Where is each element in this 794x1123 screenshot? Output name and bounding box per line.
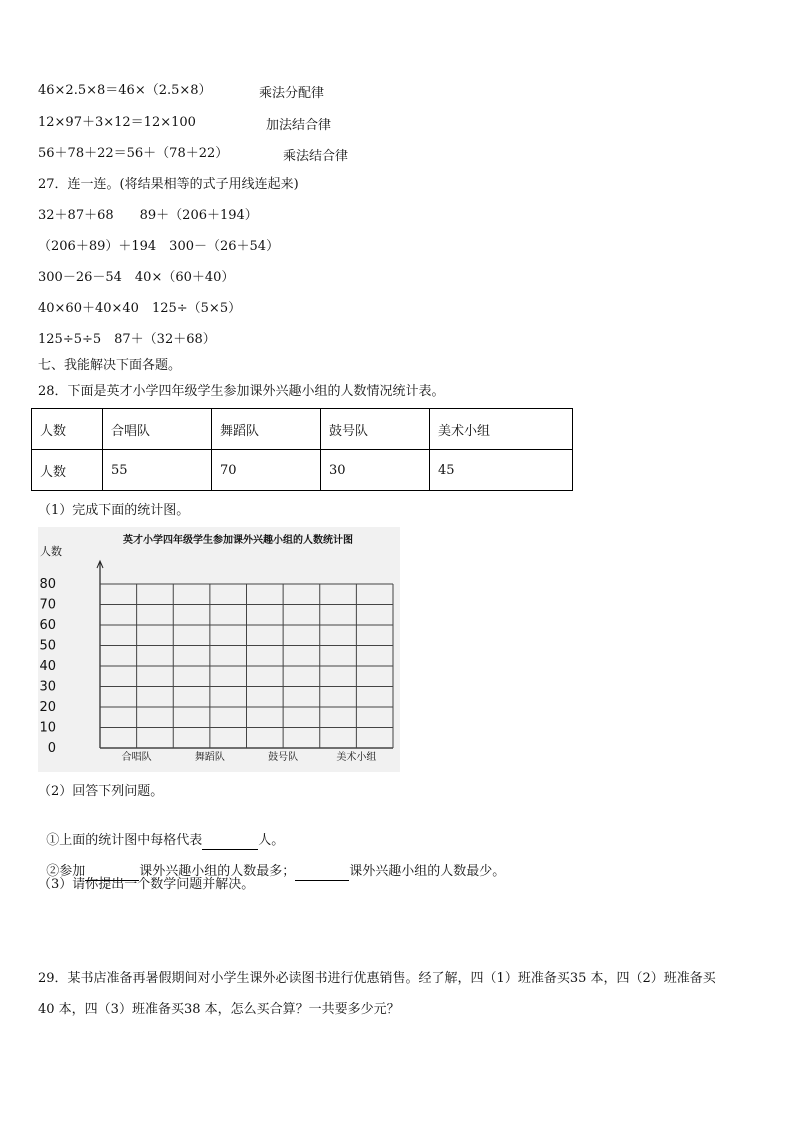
answer-blank[interactable]	[295, 866, 349, 881]
table-cell: 舞蹈队	[212, 409, 321, 450]
q27-title: 27．连一连。(将结果相等的式子用线连起来)	[38, 177, 299, 192]
y-tick-label: 50	[39, 638, 56, 654]
chart-svg	[38, 527, 400, 772]
law-expr-1: 46×2.5×8＝46×（2.5×8）	[38, 83, 212, 98]
x-category-label: 鼓号队	[268, 752, 299, 763]
q29-line-2: 40 本，四（3）班准备买38 本，怎么买合算？一共要多少元？	[38, 1002, 400, 1017]
law-name-1: 乘法分配律	[259, 86, 325, 101]
q27-row-1: 32＋87＋68 89＋（206＋194）	[38, 208, 258, 223]
question-a-unit: 人。	[258, 833, 285, 848]
q27-row-2: （206＋89）＋194 300－（26＋54）	[38, 239, 280, 254]
table-cell: 美术小组	[430, 409, 573, 450]
q28-title: 28．下面是英才小学四年级学生参加课外兴趣小组的人数情况统计表。	[38, 384, 445, 399]
y-tick-label: 20	[39, 700, 56, 715]
y-tick-label: 80	[39, 577, 56, 592]
y-tick-label: 10	[39, 720, 56, 736]
q27-row-5: 125÷5÷5 87＋（32＋68）	[38, 332, 216, 347]
part3-label: （3）请你提出一个数学问题并解决。	[38, 877, 255, 892]
y-tick-label: 0	[47, 741, 56, 756]
y-axis-label: 人数	[40, 545, 62, 558]
x-category-label: 舞蹈队	[194, 752, 225, 763]
part2-label: （2）回答下列问题。	[38, 784, 164, 799]
x-category-label: 合唱队	[121, 752, 152, 763]
law-name-3: 乘法结合律	[283, 149, 349, 164]
table-cell: 30	[321, 450, 430, 491]
law-expr-2: 12×97＋3×12＝12×100	[38, 115, 196, 130]
law-expr-3: 56＋78＋22＝56＋（78＋22）	[38, 146, 229, 161]
y-tick-label: 40	[39, 659, 56, 674]
table-row	[32, 450, 573, 491]
chart-title: 英才小学四年级学生参加课外兴趣小组的人数统计图	[123, 535, 353, 546]
x-category-label: 美术小组	[336, 752, 377, 763]
table-cell: 合唱队	[103, 409, 212, 450]
y-tick-label: 30	[39, 679, 56, 695]
table-header-row	[32, 409, 573, 450]
table-cell: 55	[103, 450, 212, 491]
law-name-2: 加法结合律	[266, 118, 332, 133]
chart-grid	[97, 561, 393, 748]
section-heading: 七、我能解决下面各题。	[38, 358, 182, 373]
question-b-text-3: 课外兴趣小组的人数最少。	[349, 864, 506, 879]
part1-label: （1）完成下面的统计图。	[38, 503, 190, 518]
y-tick-label: 60	[39, 618, 56, 633]
q27-row-4: 40×60＋40×40 125÷（5×5）	[38, 301, 242, 316]
question-b-text-1: ②参加	[46, 864, 86, 879]
x-category-labels	[122, 750, 377, 763]
table-cell: 45	[430, 450, 573, 491]
y-tick-labels	[39, 577, 56, 756]
bar-chart	[38, 527, 400, 772]
y-tick-label: 70	[39, 597, 56, 613]
stats-table	[31, 408, 573, 491]
table-cell: 人数	[32, 409, 103, 450]
q29-line-1: 29．某书店准备再暑假期间对小学生课外必读图书进行优惠销售。经了解，四（1）班准备买35 本，四（2）班准备买	[38, 971, 716, 986]
table-cell: 人数	[32, 450, 103, 491]
table-cell: 70	[212, 450, 321, 491]
question-b-text-2: 课外兴趣小组的人数最多；	[139, 864, 296, 879]
table-cell: 鼓号队	[321, 409, 430, 450]
q27-row-3: 300－26－54 40×（60＋40）	[38, 270, 235, 285]
question-a-text: ①上面的统计图中每格代表	[46, 833, 203, 848]
